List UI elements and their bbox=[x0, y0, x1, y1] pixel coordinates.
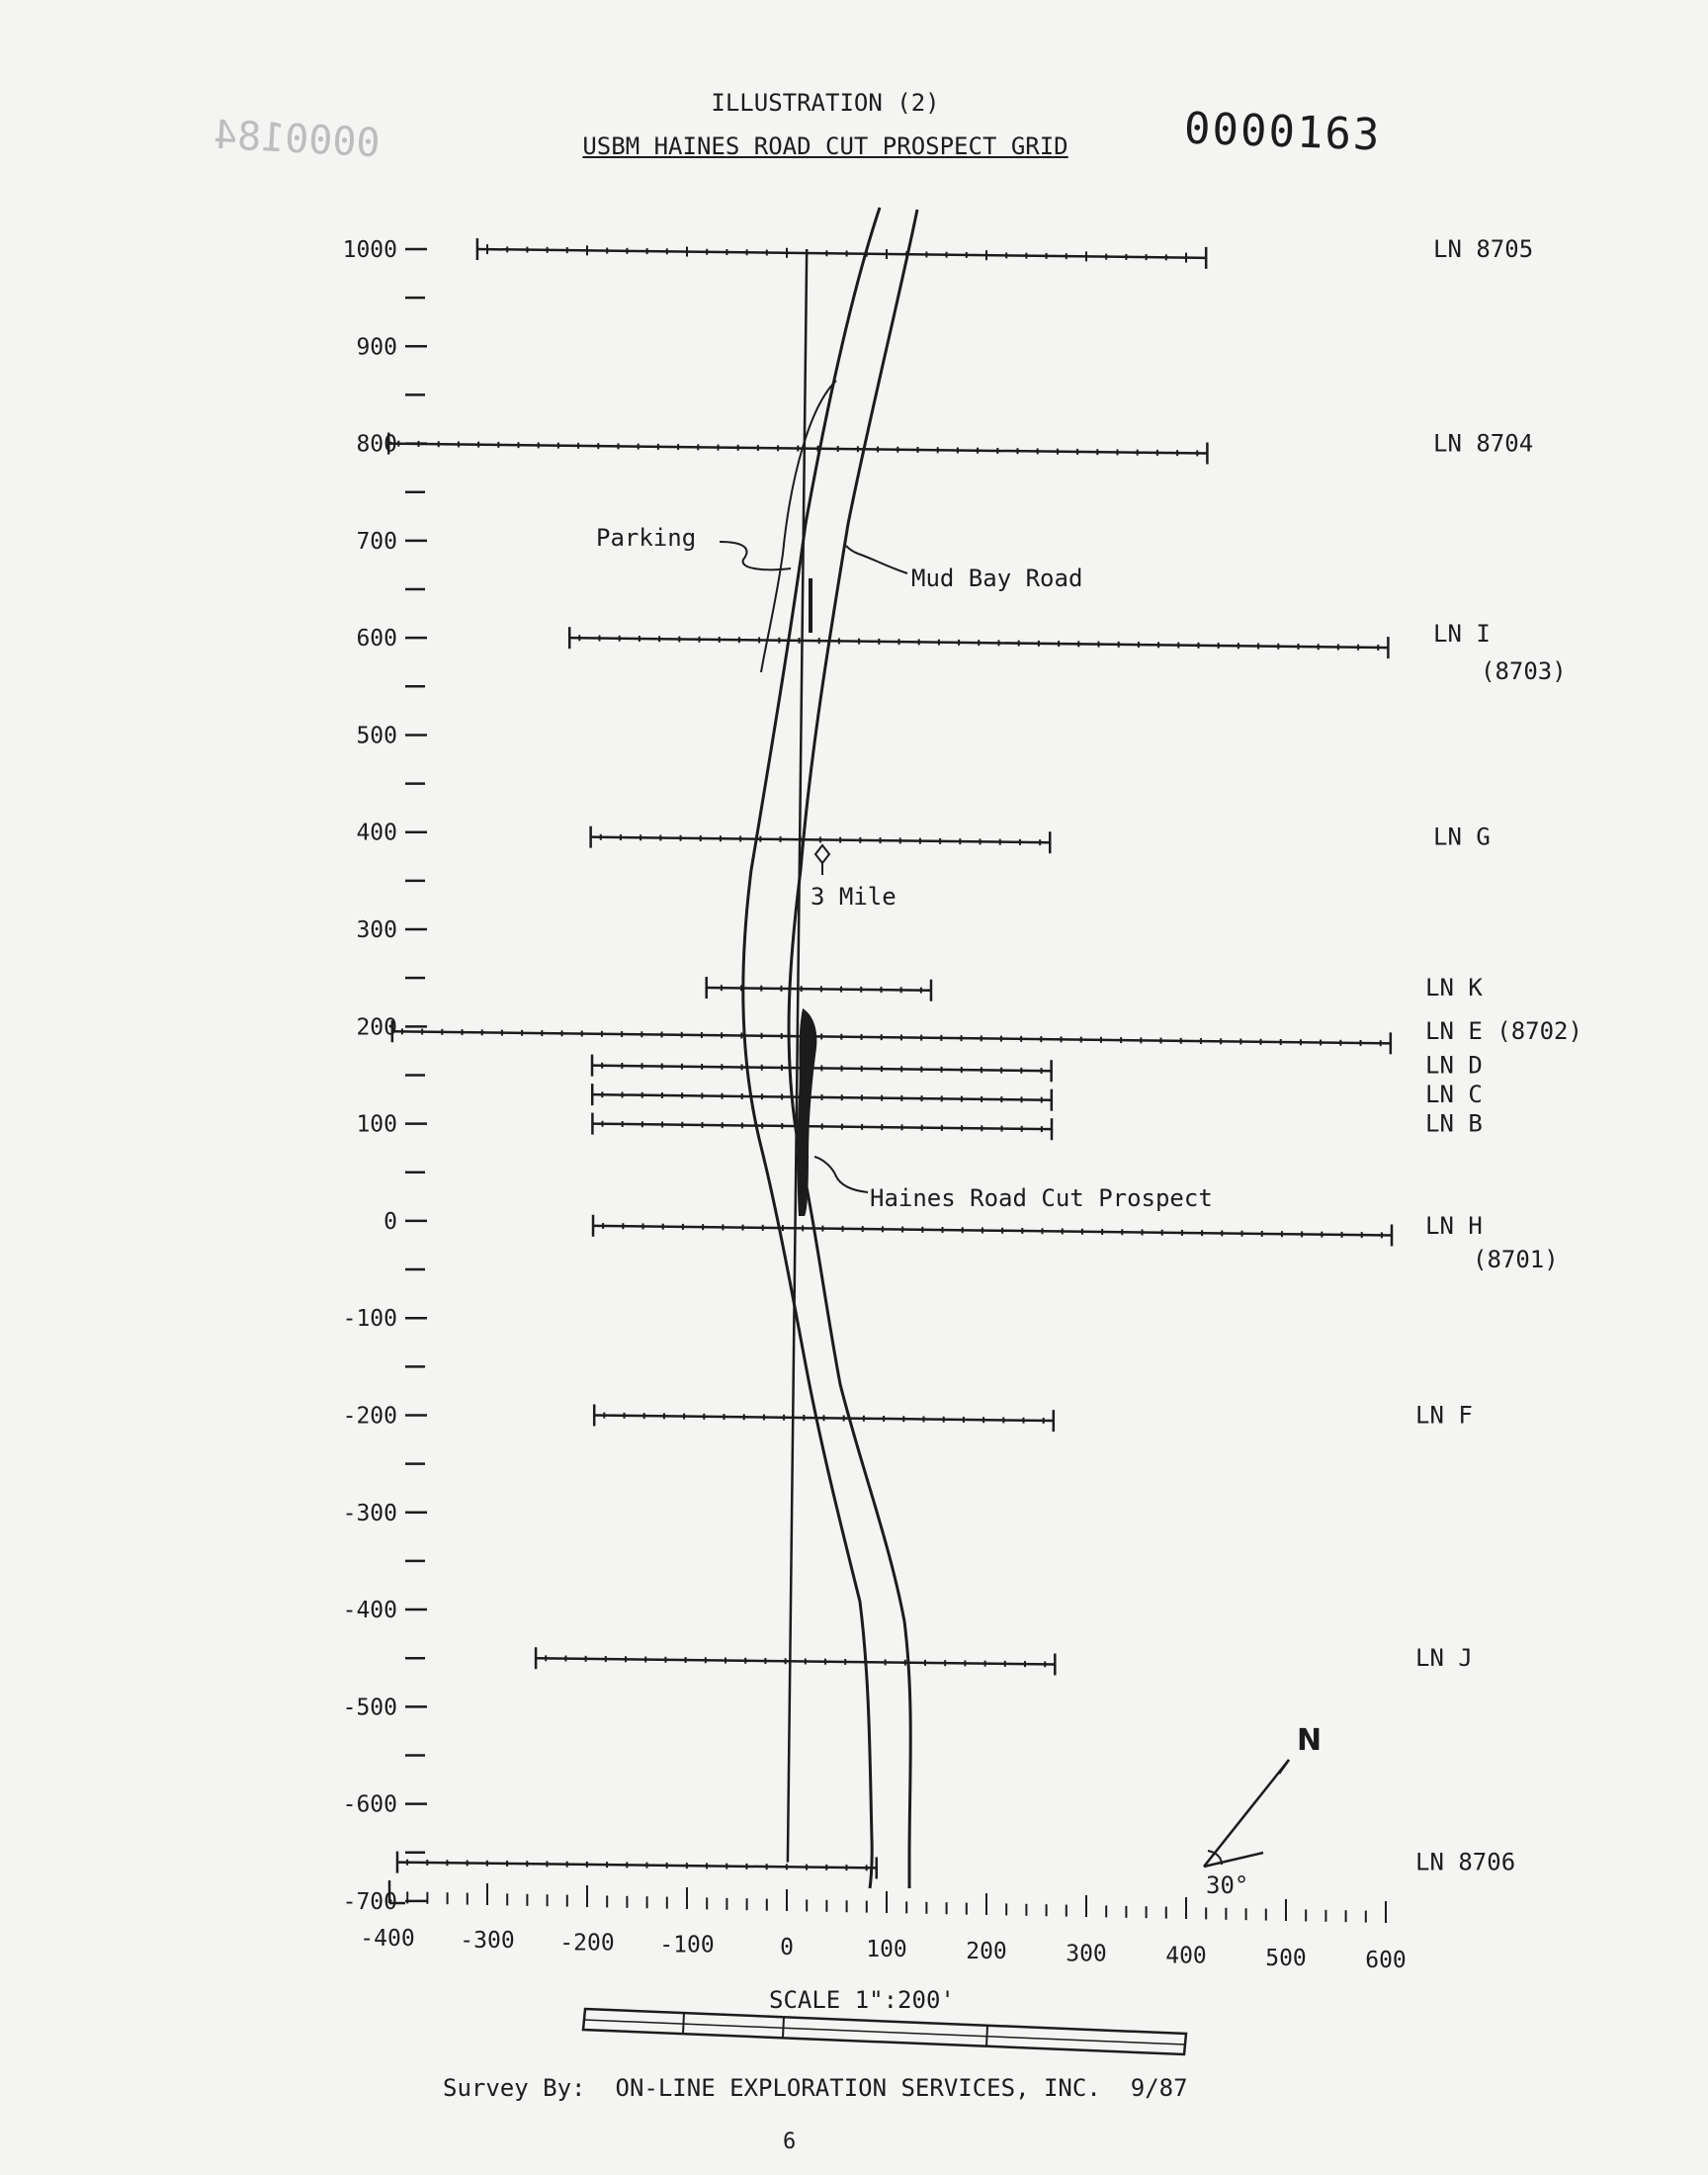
x-tick-label: -300 bbox=[460, 1928, 515, 1955]
y-tick-label: -700 bbox=[342, 1888, 397, 1915]
y-tick-label: 600 bbox=[356, 626, 397, 652]
survey-line-label: LN B bbox=[1425, 1109, 1483, 1138]
survey-line bbox=[477, 235, 1533, 269]
survey-date: 9/87 bbox=[1130, 2074, 1188, 2102]
survey-line-label: LN C bbox=[1425, 1081, 1483, 1109]
y-tick-label: 500 bbox=[356, 723, 397, 749]
y-tick-label: 700 bbox=[356, 528, 397, 555]
survey-line bbox=[591, 824, 1491, 854]
survey-line-stroke bbox=[536, 1658, 1055, 1664]
y-tick-label: 200 bbox=[356, 1014, 397, 1041]
survey-line bbox=[388, 430, 1533, 465]
three-mile-label: 3 Mile bbox=[811, 883, 897, 911]
x-tick-label: 400 bbox=[1165, 1943, 1207, 1969]
survey-line-label: LN D bbox=[1425, 1051, 1483, 1080]
survey-line bbox=[397, 1849, 1515, 1879]
parking-label: Parking bbox=[596, 524, 697, 552]
x-tick-label: 0 bbox=[780, 1934, 794, 1960]
x-tick-label: 100 bbox=[866, 1937, 907, 1962]
survey-line-label: LN K bbox=[1425, 974, 1483, 1002]
survey-line bbox=[707, 974, 1484, 1001]
survey-line bbox=[593, 1212, 1559, 1273]
x-tick-label: 300 bbox=[1066, 1941, 1107, 1967]
survey-line bbox=[592, 1052, 1483, 1083]
survey-line-label: LN J bbox=[1415, 1644, 1473, 1673]
page-number: 6 bbox=[783, 2130, 797, 2154]
y-tick-label: -400 bbox=[342, 1598, 397, 1624]
survey-line-label: LN G bbox=[1433, 823, 1491, 851]
survey-line-label: LN H bbox=[1425, 1211, 1483, 1240]
y-tick-label: -100 bbox=[342, 1306, 397, 1333]
y-tick-label: 0 bbox=[384, 1208, 397, 1235]
y-tick-label: -500 bbox=[342, 1695, 397, 1721]
survey-line bbox=[569, 620, 1567, 685]
x-tick-label: -100 bbox=[659, 1932, 715, 1958]
survey-line bbox=[592, 1110, 1482, 1141]
survey-line-label: LN F bbox=[1415, 1401, 1473, 1430]
y-tick-label: 900 bbox=[356, 334, 397, 361]
y-tick-label: -200 bbox=[342, 1403, 397, 1430]
survey-line-label: LN I bbox=[1433, 620, 1491, 649]
survey-line-sublabel: (8703) bbox=[1481, 657, 1567, 686]
y-tick-label: -600 bbox=[342, 1791, 397, 1818]
grid-title: USBM HAINES ROAD CUT PROSPECT GRID bbox=[582, 132, 1068, 160]
y-axis bbox=[343, 237, 427, 1915]
survey-line-stroke bbox=[707, 988, 931, 991]
survey-line bbox=[392, 1017, 1582, 1054]
north-angle-label: 30° bbox=[1206, 1871, 1249, 1899]
prospect-label: Haines Road Cut Prospect bbox=[870, 1184, 1213, 1212]
scale-label: SCALE 1":200' bbox=[769, 1986, 955, 2014]
three-mile-marker-icon bbox=[815, 845, 829, 863]
x-tick-label: 200 bbox=[966, 1939, 1007, 1965]
survey-by-label: Survey By: bbox=[443, 2074, 586, 2102]
grid-lines bbox=[388, 235, 1582, 1878]
mud-bay-road-leader bbox=[846, 546, 907, 573]
survey-line bbox=[594, 1401, 1473, 1432]
y-tick-label: 100 bbox=[356, 1111, 397, 1138]
scale-bar bbox=[583, 1986, 1186, 2054]
y-tick-label: 800 bbox=[356, 431, 397, 458]
x-tick-label: 600 bbox=[1365, 1948, 1407, 1973]
survey-line-label: LN 8706 bbox=[1415, 1848, 1516, 1876]
x-axis bbox=[360, 1880, 1406, 1973]
prospect-leader bbox=[814, 1157, 868, 1192]
survey-line-label: LN 8705 bbox=[1433, 235, 1534, 263]
x-tick-label: -200 bbox=[559, 1930, 615, 1957]
parking-mark bbox=[809, 578, 812, 633]
mud-bay-road-label: Mud Bay Road bbox=[911, 565, 1083, 592]
survey-line-label: LN E (8702) bbox=[1425, 1017, 1582, 1046]
survey-credit bbox=[443, 2074, 1188, 2102]
north-letter: N bbox=[1297, 1723, 1323, 1758]
survey-line-stroke bbox=[593, 1226, 1392, 1236]
y-tick-label: 300 bbox=[356, 917, 397, 944]
y-tick-label: 1000 bbox=[342, 237, 397, 263]
illustration-title: ILLUSTRATION (2) bbox=[711, 89, 940, 117]
north-arrow bbox=[1204, 1723, 1322, 1899]
survey-line-sublabel: (8701) bbox=[1473, 1245, 1559, 1273]
survey-line-label: LN 8704 bbox=[1433, 429, 1534, 458]
mirrored-stamp: 0000184 bbox=[212, 112, 382, 167]
document-number: 0000163 bbox=[1183, 103, 1383, 161]
survey-line bbox=[592, 1081, 1483, 1111]
survey-line bbox=[536, 1644, 1473, 1675]
haines-road-cut-prospect-shape bbox=[798, 1008, 817, 1216]
x-tick-label: -400 bbox=[360, 1926, 415, 1952]
survey-line-stroke bbox=[397, 1863, 877, 1869]
y-tick-label: -300 bbox=[342, 1500, 397, 1526]
y-tick-label: 400 bbox=[356, 820, 397, 846]
survey-company: ON-LINE EXPLORATION SERVICES, INC. bbox=[615, 2074, 1101, 2102]
x-tick-label: 500 bbox=[1265, 1945, 1307, 1971]
